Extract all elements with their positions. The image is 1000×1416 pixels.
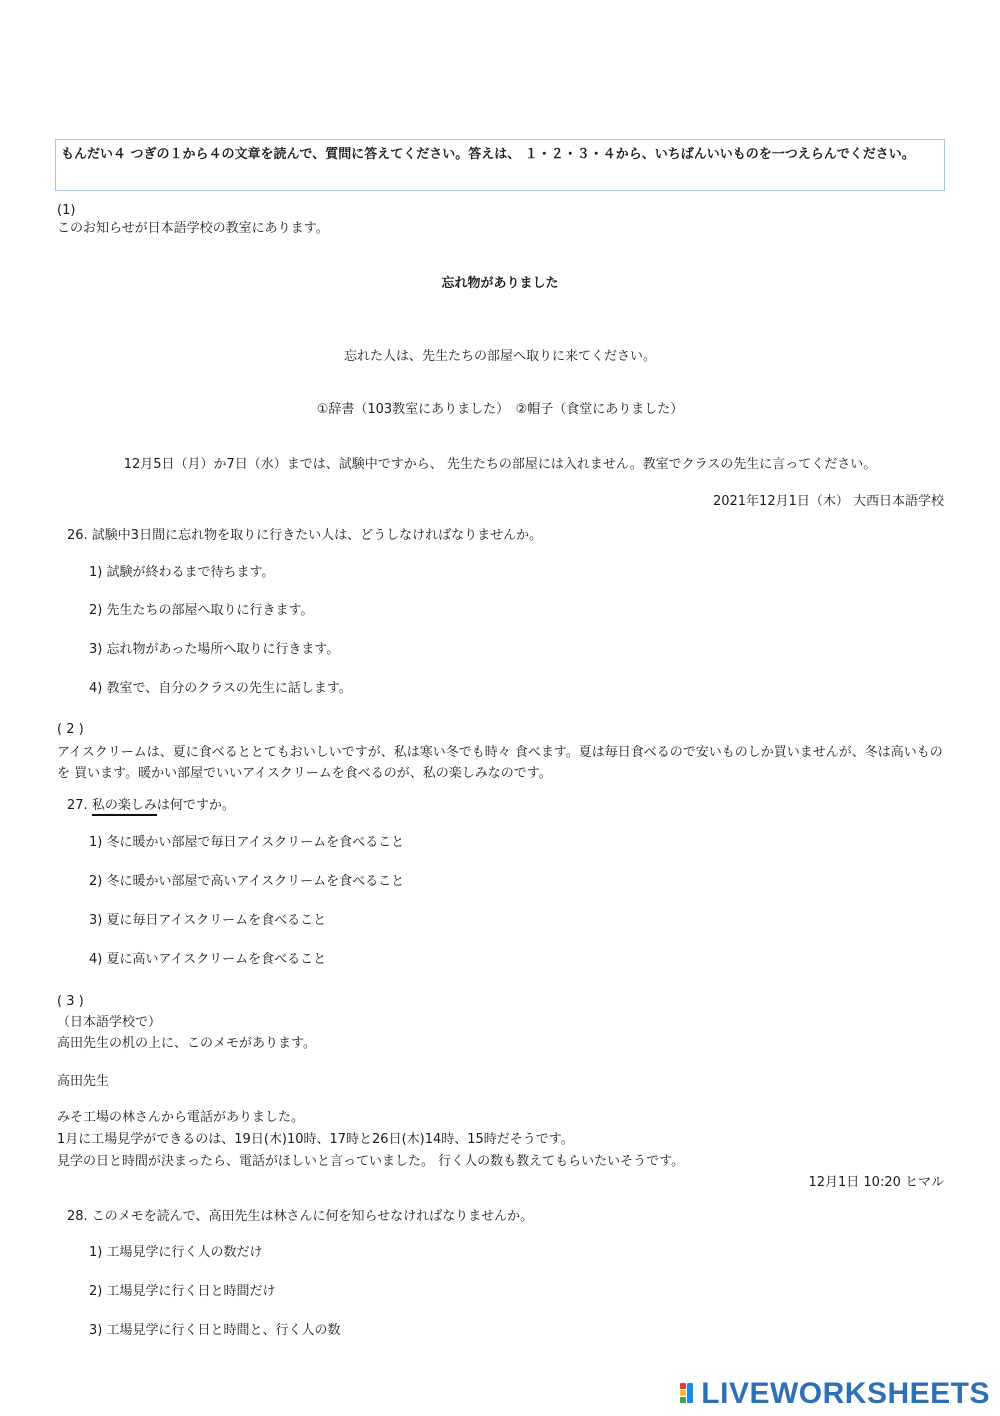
section3-intro: 高田先生の机の上に、このメモがあります。	[57, 1036, 316, 1051]
q28-option-1: 1) 工場見学に行く人の数だけ	[89, 1245, 263, 1260]
q28-option-3: 3) 工場見学に行く日と時間と、行く人の数	[89, 1323, 341, 1338]
memo-line1: みそ工場の林さんから電話がありました。	[57, 1110, 305, 1125]
liveworksheets-mark-icon	[680, 1379, 698, 1407]
notice-line3: 12月5日（月）か7日（水）までは、試験中ですから、 先生たちの部屋には入れません。教室でクラスの先生に言ってください。	[123, 457, 877, 472]
memo-line2: 1月に工場見学ができるのは、19日(木)10時、17時と26日(木)14時、15時だそうです。	[57, 1132, 574, 1147]
liveworksheets-logo[interactable]	[680, 1376, 990, 1410]
q26-option-3: 3) 忘れ物があった場所へ取りに行きます。	[89, 642, 340, 657]
question-27	[67, 796, 235, 816]
notice-signature: 2021年12月1日（木） 大西日本語学校	[712, 494, 944, 509]
section2-label: ( 2 )	[57, 722, 84, 737]
q26-option-1: 1) 試験が終わるまで待ちます。	[89, 565, 275, 580]
q28-option-2: 2) 工場見学に行く日と時間だけ	[89, 1284, 276, 1299]
q27-option-3: 3) 夏に毎日アイスクリームを食べること	[89, 913, 327, 928]
question-27-rest: は何ですか。	[156, 798, 235, 813]
section2-text: アイスクリームは、夏に食べるととてもおいしいですが、私は寒い冬でも時々 食べます。夏は毎日食べるので安いものしか買いませんが、冬は高いものを 買います。暖かい部屋でいいアイスクリームを食べるのが、私の楽しみなのです。	[57, 745, 943, 781]
section1-label: (1)	[57, 203, 76, 218]
notice-line1: 忘れた人は、先生たちの部屋へ取りに来てください。	[343, 349, 656, 364]
section3-context: （日本語学校で）	[57, 1015, 162, 1030]
section1-intro: このお知らせが日本語学校の教室にあります。	[57, 221, 329, 236]
memo-to: 高田先生	[57, 1074, 110, 1089]
q27-option-4: 4) 夏に高いアイスクリームを食べること	[89, 952, 327, 967]
section3-label: ( 3 )	[57, 994, 84, 1009]
memo-signature: 12月1日 10:20 ヒマル	[808, 1175, 944, 1190]
memo-line3: 見学の日と時間が決まったら、電話がほしいと言っていました。 行く人の数も教えてもらいたいそうです。	[57, 1154, 685, 1169]
notice-items: ①辞書（103教室にありました） ②帽子（食堂にありました）	[316, 402, 684, 417]
instruction-box: もんだい４ つぎの１から４の文章を読んで、質問に答えてください。答えは、 １・２・３・４から、いちばんいいものを一つえらんでください。	[55, 139, 945, 191]
q27-option-1: 1) 冬に暖かい部屋で毎日アイスクリームを食べること	[89, 835, 405, 850]
question-28: 28. このメモを読んで、高田先生は林さんに何を知らせなければなりませんか。	[67, 1209, 534, 1224]
notice-title: 忘れ物がありました	[441, 276, 559, 291]
liveworksheets-logo-text: LIVEWORKSHEETS	[701, 1376, 990, 1410]
question-27-underlined: 私の楽しみ	[91, 798, 157, 813]
q27-option-2: 2) 冬に暖かい部屋で高いアイスクリームを食べること	[89, 874, 405, 889]
q26-option-4: 4) 教室で、自分のクラスの先生に話します。	[89, 681, 352, 696]
q26-option-2: 2) 先生たちの部屋へ取りに行きます。	[89, 603, 314, 618]
question-26: 26. 試験中3日間に忘れ物を取りに行きたい人は、どうしなければなりませんか。	[67, 528, 543, 543]
question-27-number: 27.	[67, 798, 92, 813]
